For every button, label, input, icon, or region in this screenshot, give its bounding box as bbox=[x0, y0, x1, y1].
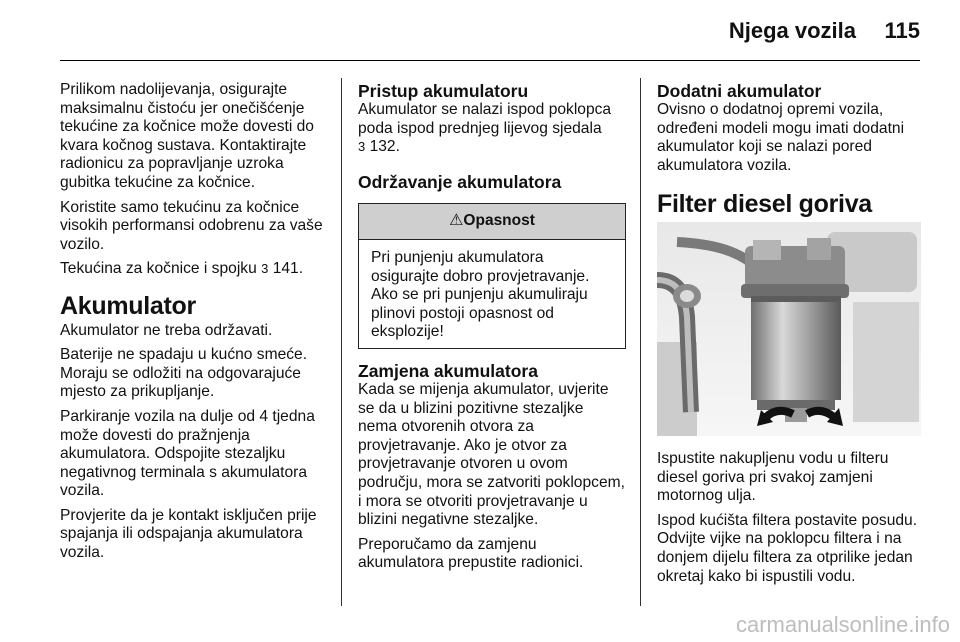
page-reference-arrow-icon: 3 bbox=[358, 139, 366, 155]
fuel-filter-illustration bbox=[657, 222, 921, 436]
paragraph: Ispod kućišta filtera postavite posudu. Odvijte vijke na poklopcu filtera i na donjem dijelu filtera za otprilike jedan okretaj kako bi ispustili vodu. bbox=[657, 511, 918, 585]
warning-header bbox=[359, 204, 625, 240]
paragraph bbox=[60, 260, 335, 279]
page-number: 115 bbox=[884, 18, 920, 43]
paragraph: Prilikom nadolijevanja, osigurajte maksimalnu čistoću jer onečišćenje tekućine za kočnice može dovesti do kvara kočnog sustava. Kontaktirajte radionicu za popravljanje uzroka gubitka tekućine za kočnice. bbox=[60, 81, 314, 191]
paragraph: Provjerite da je kontakt isključen prije spajanja ili odspajanja akumulatora vozila. bbox=[60, 506, 317, 562]
paragraph: Akumulator ne treba održavati. bbox=[60, 321, 273, 339]
heading-dodatni-akumulator: Dodatni akumulator bbox=[657, 81, 822, 101]
warning-triangle-icon: ⚠ bbox=[449, 212, 464, 230]
heading-filter-diesel-goriva: Filter diesel goriva bbox=[657, 190, 872, 219]
column-left bbox=[60, 81, 335, 569]
heading-akumulator: Akumulator bbox=[60, 291, 196, 320]
paragraph-text: Tekućina za kočnice i spojku bbox=[60, 260, 257, 278]
column-divider bbox=[341, 78, 342, 606]
paragraph: Parkiranje vozila na dulje od 4 tjedna može dovesti do pražnjenja akumulatora. Odspojite stezaljku negativnog terminala s akumulatora vozila. bbox=[60, 407, 315, 500]
warning-title: Opasnost bbox=[463, 212, 535, 230]
column-divider bbox=[640, 78, 641, 606]
column-right bbox=[657, 81, 922, 592]
fuel-filter-photo bbox=[657, 222, 921, 436]
heading-zamjena-akumulatora: Zamjena akumulatora bbox=[358, 360, 538, 381]
section-title: Njega vozila bbox=[728, 18, 856, 43]
paragraph: Baterije ne spadaju u kućno smeće. Moraju se odložiti na odgovarajuće mjesto za prikupljanje. bbox=[60, 346, 308, 401]
header-divider bbox=[60, 60, 920, 61]
watermark: carmanualsonline.info bbox=[735, 612, 950, 637]
paragraph bbox=[358, 101, 626, 157]
paragraph: Preporučamo da zamjenu akumulatora prepustite radionici. bbox=[358, 535, 584, 572]
page-header bbox=[0, 0, 960, 60]
page-reference[interactable]: 141. bbox=[272, 260, 304, 278]
paragraph: Kada se mijenja akumulator, uvjerite se da u blizini pozitivne stezaljke nema otvorenih otvora za provjetravanje. Ako je otvor za provjetravanje otvoren u ovom području, mora se zatvoriti poklopcem, i mora se otvoriti provjetravanje u blizini negativne stezaljke. bbox=[358, 380, 625, 529]
warning-text: Pri punjenju akumulatora osigurajte dobro provjetravanje. Ako se pri punjenju akumuliraju plinovi postoji opasnost od eksplozije! bbox=[371, 248, 590, 341]
heading-odrzavanje-akumulatora: Održavanje akumulatora bbox=[358, 171, 562, 192]
heading-pristup-akumulatoru: Pristup akumulatoru bbox=[358, 81, 529, 101]
page-reference[interactable]: 132. bbox=[369, 138, 400, 156]
danger-warning-box bbox=[358, 203, 626, 349]
column-middle bbox=[358, 81, 626, 579]
paragraph: Koristite samo tekućinu za kočnice visokih performansi odobrenu za vaše vozilo. bbox=[60, 198, 323, 253]
paragraph: Ovisno o dodatnoj opremi vozila, određeni modeli mogu imati dodatni akumulator koji se nalazi pored akumulatora vozila. bbox=[657, 101, 905, 174]
warning-body bbox=[359, 240, 625, 348]
page-reference-arrow-icon: 3 bbox=[261, 261, 269, 277]
paragraph: Ispustite nakupljenu vodu u filteru diesel goriva pri svakoj zamjeni motornog ulja. bbox=[657, 449, 889, 505]
paragraph-text: Akumulator se nalazi ispod poklopca poda ispod prednjeg lijevog sjedala bbox=[358, 101, 612, 137]
